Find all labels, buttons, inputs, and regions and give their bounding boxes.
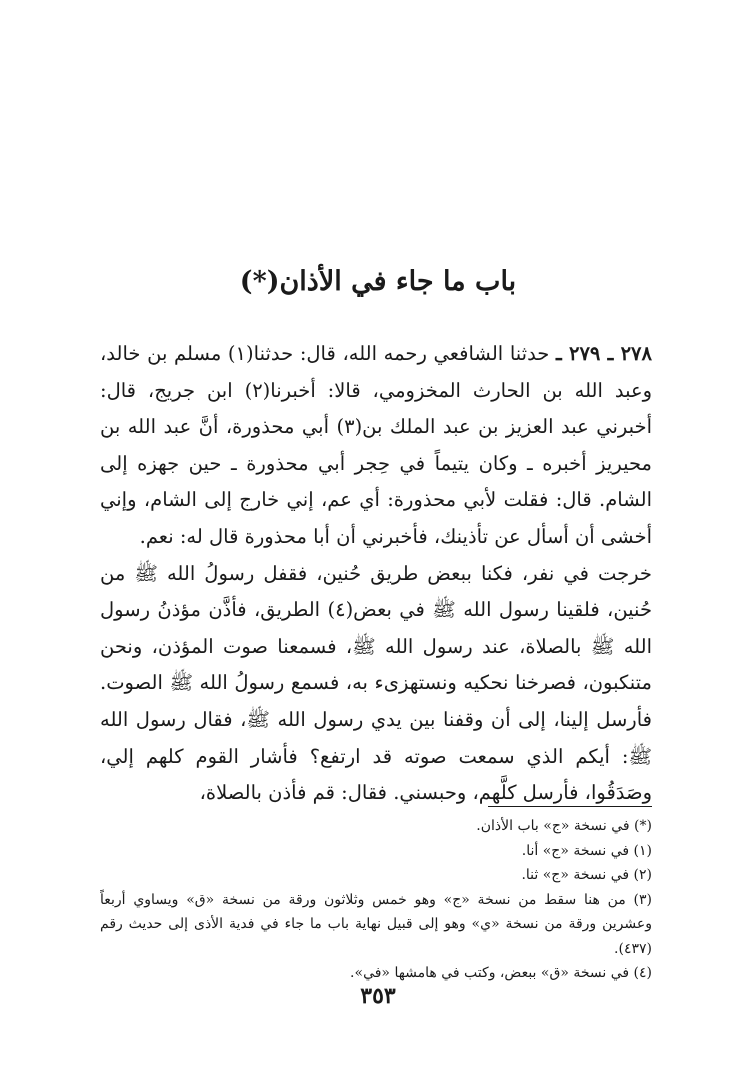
hadith-body: [100, 336, 652, 812]
footnote-item: (٤) في نسخة «ق» ببعض، وكتب في هامشها «في».: [350, 965, 652, 981]
footnotes-list: [100, 814, 652, 986]
footnote-item: (٢) في نسخة «ج» ثنا.: [521, 867, 652, 883]
footnote-item: (٣) من هنا سقط من نسخة «ج» وهو خمس وثلاثون ورقة من نسخة «ق» ويساوي أربعاً وعشرين ورقة من نسخة «ي» وهو إلى قبيل نهاية باب ما جاء في فدية الأذى إلى حديث رقم (٤٣٧).: [100, 891, 652, 957]
footnote-item: (*) في نسخة «ج» باب الأذان.: [476, 818, 652, 834]
hadith-intro-text: حدثنا الشافعي رحمه الله، قال: حدثنا(١) مسلم بن خالد، وعبد الله بن الحارث المخزومي، قالا: أخبرنا(٢) ابن جريج، قال: أخبرني عبد العزيز بن عبد الملك بن(٣) أبي محذورة، أنَّ عبد الله بن محيريز أخبره ـ وكان يتيماً في حِجر أبي محذورة ـ حين جهزه إلى الشام. قال: فقلت لأبي محذورة: أي عم، إني خارج إلى الشام، وإني أخشى أن أسأل عن تأذينك، فأخبرني أن أبا محذورة قال له: نعم.: [100, 342, 653, 548]
chapter-title: باب ما جاء في الأذان(*): [239, 266, 517, 297]
hadith-number: ٢٧٨ ـ ٢٧٩ ـ: [556, 342, 652, 365]
footnote-item: (١) في نسخة «ج» أنا.: [521, 842, 652, 859]
hadith-intro-paragraph: [100, 336, 652, 556]
page-number: ٣٥٣: [360, 983, 396, 1009]
footnote-separator: [488, 806, 652, 807]
hadith-narrative-paragraph: خرجت في نفر، فكنا ببعض طريق حُنين، فقفل رسولُ الله ﷺ من حُنين، فلقينا رسول الله ﷺ في بعض(٤) الطريق، فأذَّن مؤذنُ رسول الله ﷺ بالصلاة، عند رسول الله ﷺ، فسمعنا صوت المؤذن، ونحن متنكبون، فصرخنا نحكيه ونستهزىء به، فسمع رسولُ الله ﷺ الصوت. فأرسل إلينا، إلى أن وقفنا بين يدي رسول الله ﷺ، فقال رسول الله ﷺ: أيكم الذي سمعت صوته قد ارتفع؟ فأشار القوم كلهم إلي، وصَدَقُوا، فأرسل كلَّهم، وحبسني. فقال: قم فأذن بالصلاة،: [100, 561, 653, 805]
